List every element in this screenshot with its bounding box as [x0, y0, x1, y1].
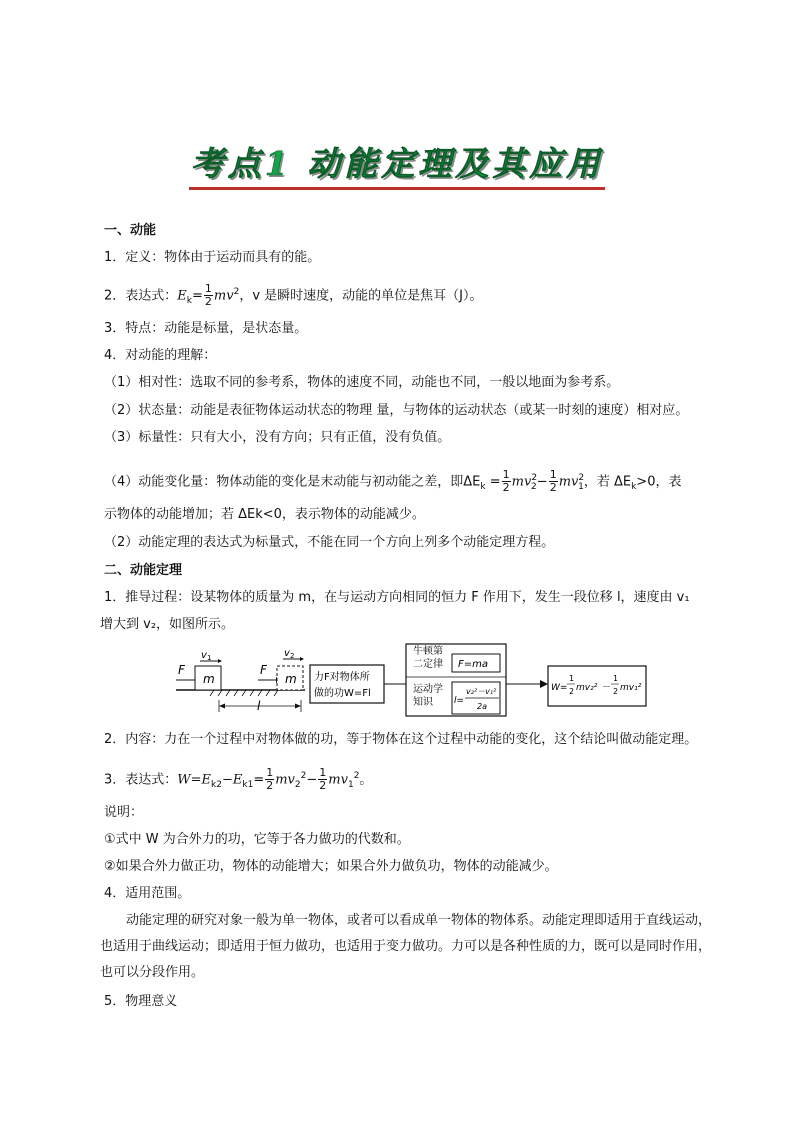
- connector-result-arrowhead: [540, 680, 548, 688]
- result-half-2-den: 2: [613, 687, 619, 696]
- content-line: 2．内容：力在一个过程中对物体做的功，等于物体在这个过程中动能的变化，这个结论叫做动能定理。: [104, 732, 698, 747]
- kinematics-label-2: 知识: [413, 697, 433, 708]
- derivation-line-cont: 增大到 v₂，如图所示。: [100, 617, 235, 632]
- newton-label-2: 二定律: [413, 659, 443, 670]
- scalar-line: （3）标量性：只有大小，没有方向；只有正值，没有负值。: [104, 430, 451, 445]
- definition-line: 1．定义：物体由于运动而具有的能。: [104, 250, 321, 265]
- force-label-2: F: [260, 663, 267, 677]
- note-2: ②如果合外力做正功，物体的动能增大；如果合外力做负功，物体的动能减少。: [104, 859, 558, 874]
- result-half-1-num: 1: [569, 674, 575, 683]
- change-line: （4）动能变化量：物体动能的变化是末动能与初动能之差，即$\Delta E_k$ = $\frac{1}{2}$ $mv^2_2-$ $\frac{1}{2}$ $mv^2_1$，若 $\Delta E_k>0$，表: [104, 468, 682, 495]
- page-title: 考点1 动能定理及其应用: [0, 138, 794, 190]
- kinematics-l: l=: [454, 696, 465, 706]
- velocity-sub-1: 1: [207, 654, 212, 662]
- velocity-sub-2: 2: [290, 652, 295, 660]
- state-quantity-line: （2）状态量：动能是表征物体运动状态的物理 量，与物体的运动状态（或某一时刻的速度）相对应。: [104, 403, 689, 418]
- change-line-cont: 示物体的动能增加；若 ΔEk<0，表示物体的动能减少。: [104, 507, 425, 522]
- mass-label-1: m: [203, 672, 215, 686]
- expression-line: 2．表达式：$E_k=$ $\frac{1}{2}$ $mv^2$，v 是瞬时速度，动能的单位是焦耳（J）。: [104, 282, 483, 309]
- result-half-1-den: 2: [569, 687, 575, 696]
- note-1: ①式中 W 为合外力的功，它等于各力做功的代数和。: [104, 832, 410, 847]
- scope-paragraph: 动能定理的研究对象一般为单一物体，或者可以看成单一物体的物体系。动能定理即适用于直线运动，也适用于曲线运动；即适用于恒力做功，也适用于变力做功。力可以是各种性质的力，既可以是同时作用，也可以分段作用。: [100, 913, 712, 980]
- understanding-line: 4．对动能的理解：: [104, 348, 217, 363]
- section-heading-theorem: 二、动能定理: [104, 563, 183, 578]
- meaning-heading: 5．物理意义: [104, 994, 178, 1009]
- displacement-label: l: [257, 699, 261, 713]
- kinematics-numerator: v₂²－v₁²: [466, 687, 497, 696]
- fma-formula: F=ma: [458, 659, 488, 670]
- velocity-arrowhead-2: [300, 657, 304, 661]
- result-mv2: mv₂²: [576, 683, 598, 693]
- result-half-2-num: 1: [613, 674, 619, 683]
- kinematics-label-1: 运动学: [413, 684, 443, 695]
- work-box-line-1: 力F对物体所: [314, 672, 370, 683]
- relativity-line: （1）相对性：选取不同的参考系，物体的速度不同，动能也不同，一般以地面为参考系。: [104, 375, 620, 390]
- derivation-line: 1．推导过程：设某物体的质量为 m，在与运动方向相同的恒力 F 作用下，发生一段位移 l，速度由 v₁: [104, 590, 690, 605]
- force-label-1: F: [178, 663, 185, 677]
- result-lhs: W=: [551, 683, 568, 693]
- velocity-arrowhead-1: [218, 659, 222, 663]
- scope-heading: 4．适用范围。: [104, 886, 191, 901]
- velocity-label-1: v: [201, 650, 207, 661]
- ground-hatch: [210, 690, 278, 696]
- derivation-diagram: [170, 642, 650, 718]
- kinematics-denominator: 2a: [477, 702, 487, 711]
- mass-label-2: m: [285, 672, 297, 686]
- newton-label-1: 牛顿第: [413, 646, 443, 657]
- note-label: 说明：: [104, 805, 144, 820]
- result-mv1: mv₁²: [620, 683, 642, 693]
- scalar-equation-line: （2）动能定理的表达式为标量式，不能在同一个方向上列多个动能定理方程。: [104, 535, 555, 550]
- velocity-label-2: v: [284, 648, 290, 659]
- feature-line: 3．特点：动能是标量，是状态量。: [104, 321, 308, 336]
- result-minus: －: [602, 683, 612, 693]
- section-heading-kinetic-energy: 一、动能: [104, 223, 157, 238]
- theorem-expression-line: 3．表达式：$W=E_{k2}-E_{k1}=$ $\frac{1}{2}$ $mv_2^2-$ $\frac{1}{2}$ $mv_1^2$。: [104, 766, 373, 793]
- work-box-line-2: 做的功W=Fl: [314, 688, 371, 699]
- displacement-arrowhead-right: [295, 704, 301, 709]
- displacement-arrowhead-left: [219, 704, 225, 709]
